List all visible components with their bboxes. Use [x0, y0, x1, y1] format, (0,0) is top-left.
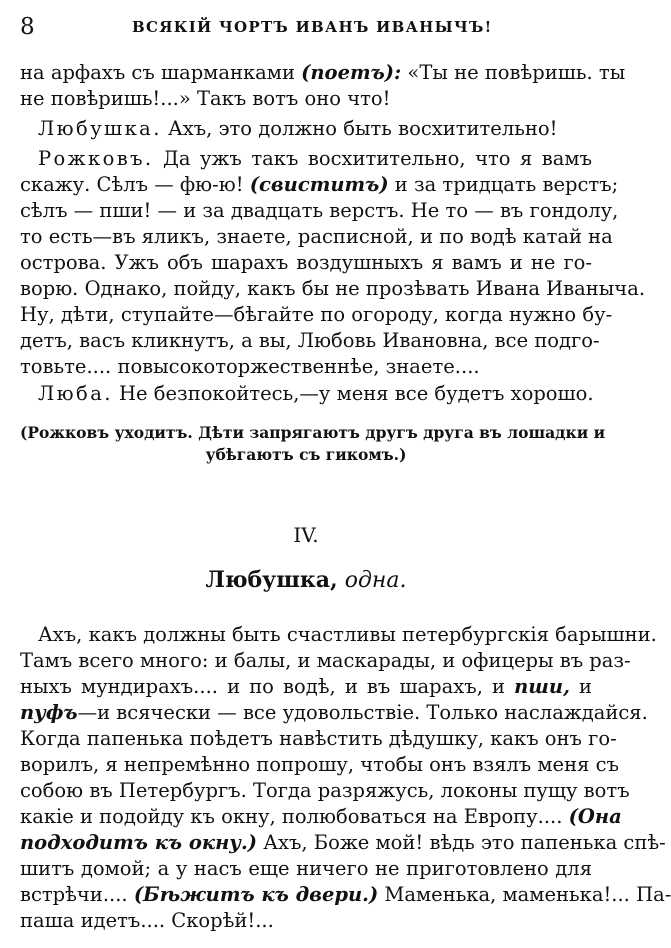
scene-number: IV.	[293, 523, 319, 547]
text-line: ворилъ, я непремѣнно попрошу, чтобы онъ взялъ меня съ	[20, 753, 619, 776]
text-line: встрѣчи.... (Бѣжитъ къ двери.) Маменька, маменька!... Па-	[20, 883, 671, 906]
speaker-name: Любушка.	[38, 117, 162, 140]
text-line: пуфъ—и всячески — все удовольствіе. Только наслаждайся.	[20, 701, 648, 724]
text-line: не повѣришь!...» Такъ вотъ оно что!	[20, 87, 391, 110]
text-line: Ну, дѣти, ступайте—бѣгайте по огороду, когда нужно бу-	[20, 303, 613, 326]
text-line: паша идетъ.... Скорѣй!...	[20, 909, 274, 932]
text-line: то есть—въ яликъ, знаете, расписной, и по водѣ катай на	[20, 225, 613, 248]
stage-direction: убѣгаютъ съ гикомъ.)	[205, 445, 407, 464]
text-line: собою въ Петербургъ. Тогда разряжусь, локоны пущу вотъ	[20, 779, 630, 802]
replica-lyuba: Люба. Не безпокойтесь,—у меня все будетъ хорошо.	[38, 382, 594, 405]
running-title: ВСЯКІЙ ЧОРТЪ ИВАНЪ ИВАНЫЧЪ!	[132, 18, 493, 36]
page-header	[20, 14, 594, 44]
speaker-name: Люба.	[38, 382, 113, 405]
text-line: на арфахъ съ шарманками (поетъ): «Ты не повѣришь. ты	[20, 61, 626, 84]
page-number: 8	[20, 14, 35, 40]
stage-direction: (Рожковъ уходитъ. Дѣти запрягаютъ другъ друга въ лошадки и	[20, 423, 606, 442]
text-line: сѣлъ — пши! — и за двадцать верстъ. Не то — въ гондолу,	[20, 199, 619, 222]
text-line: шитъ домой; а у насъ еще ничего не приготовлено для	[20, 857, 592, 880]
text-line: детъ, васъ кликнутъ, а вы, Любовь Ивановна, все подго-	[20, 329, 600, 352]
text-line: какіе и подойду къ окну, полюбоваться на Европу.... (Она	[20, 805, 622, 828]
text-line: товьте.... повысокоторжественнѣе, знаете....	[20, 355, 480, 378]
text-line: Ахъ, какъ должны быть счастливы петербургскія барышни.	[38, 623, 657, 646]
text-line: Когда папенька поѣдетъ навѣстить дѣдушку, какъ онъ го-	[20, 727, 617, 750]
text-line: скажу. Сѣлъ — фю-ю! (свиститъ) и за тридцать верстъ;	[20, 173, 619, 196]
replica-lyubushka: Любушка. Ахъ, это должно быть восхитительно!	[38, 117, 558, 140]
text-line: ныхъ мундирахъ.... и по водѣ, и въ шарахъ, и пши, и	[20, 675, 592, 698]
scene-heading: Любушка, одна.	[205, 567, 407, 593]
speaker-name: Рожковъ.	[38, 147, 154, 170]
replica-rozhkov: Рожковъ. Да ужъ такъ восхитительно, что я вамъ	[38, 147, 592, 170]
text-line: подходитъ къ окну.) Ахъ, Боже мой! вѣдь это папенька спѣ-	[20, 831, 666, 854]
text-line: острова. Ужъ объ шарахъ воздушныхъ я вамъ и не го-	[20, 251, 592, 274]
text-line: ворю. Однако, пойду, какъ бы не прозѣвать Ивана Иваныча.	[20, 277, 646, 300]
text-line: Тамъ всего много: и балы, и маскарады, и офицеры въ раз-	[20, 649, 631, 672]
